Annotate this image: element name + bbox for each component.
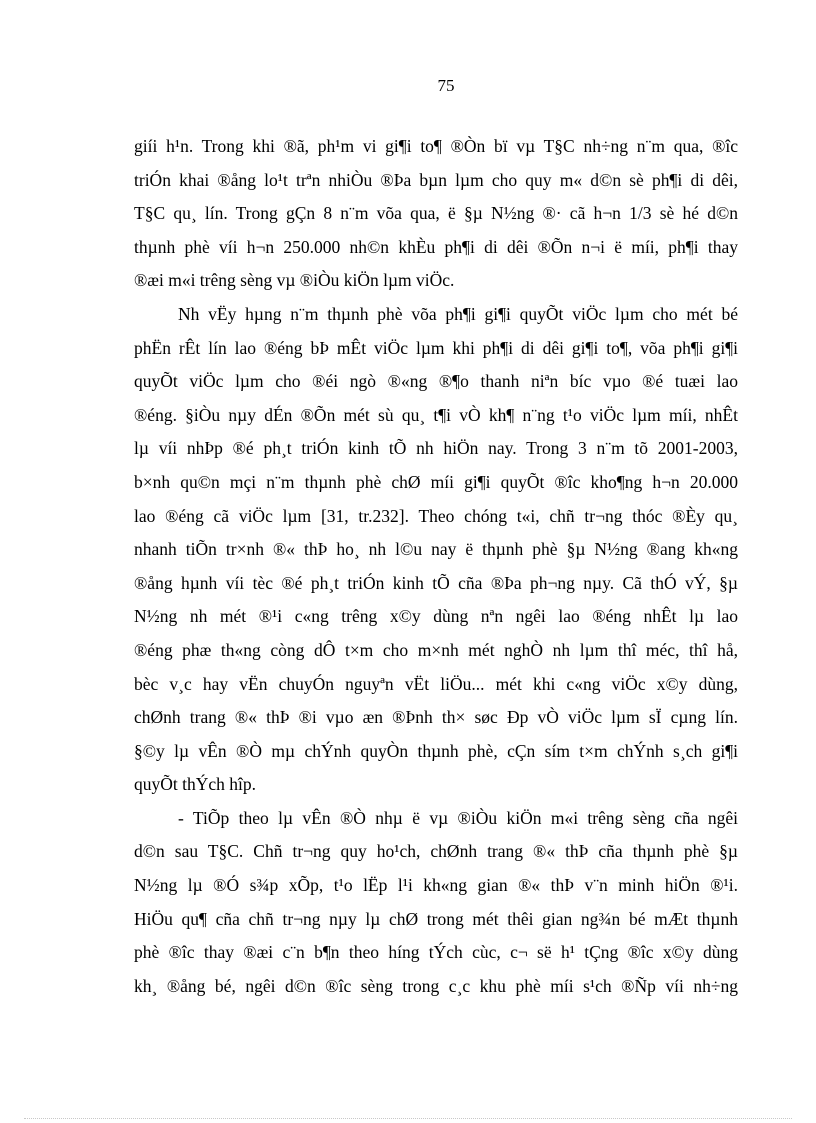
text-line: - TiÕp theo lµ vÊn ®Ò nhµ ë vµ ®iÒu kiÖn m«i trêng sèng cña ngêi (178, 807, 738, 828)
page-bottom-divider (24, 1118, 792, 1119)
text-line: bèc v¸c hay vËn chuyÓn nguyªn vËt liÖu... mét khi c«ng viÖc x©y dùng, (134, 673, 738, 694)
text-line: N½ng nh mét ®¹i c«ng trêng x©y dùng nªn ngêi lao ®éng nhÊt lµ lao (134, 606, 738, 627)
text-line: Nh vËy hµng n¨m thµnh phè võa ph¶i gi¶i quyÕt viÖc lµm cho mét bé (178, 303, 738, 324)
text-line: N½ng lµ ®Ó s¾p xÕp, t¹o lËp l¹i kh«ng gian ®« thÞ v¨n minh hiÖn ®¹i. (134, 875, 738, 896)
text-line: quyÕt viÖc lµm cho ®éi ngò ®«ng ®¶o thanh niªn bíc vµo ®é tuæi lao (134, 371, 738, 392)
text-line: d©n sau T§C. Chñ tr¬ng quy ho¹ch, chØnh trang ®« thÞ cña thµnh phè §µ (134, 841, 738, 862)
text-line: phè ®îc thay ®æi c¨n b¶n theo híng tÝch cùc, c¬ së h¹ tÇng ®îc x©y dùng (134, 942, 738, 963)
text-line: chØnh trang ®« thÞ ®i vµo æn ®Þnh th× søc Ðp vÒ viÖc lµm sÏ cµng lín. (134, 707, 738, 728)
text-line: ®ång hµnh víi tèc ®é ph¸t triÓn kinh tÕ cña ®Þa ph¬ng nµy. Cã thÓ vÝ, §µ (134, 572, 738, 593)
text-line: ®éng. §iÒu nµy dÉn ®Õn mét sù qu¸ t¶i vÒ kh¶ n¨ng t¹o viÖc lµm míi, nhÊt (134, 404, 738, 425)
text-line: ®æi m«i trêng sèng vµ ®iÒu kiÖn lµm viÖc. (134, 270, 455, 291)
page-number: 75 (437, 76, 455, 95)
text-line: T§C qu¸ lín. Trong gÇn 8 n¨m võa qua, ë §µ N½ng ®· cã h¬n 1/3 sè hé d©n (134, 203, 738, 224)
text-line: ®éng phæ th«ng còng dÔ t×m cho m×nh mét nghÒ nh lµm thî méc, thî hå, (134, 639, 738, 660)
text-line: phËn rÊt lín lao ®éng bÞ mÊt viÖc lµm khi ph¶i di dêi gi¶i to¶, võa ph¶i gi¶i (134, 337, 738, 358)
text-line: quyÕt thÝch hîp. (134, 774, 257, 795)
text-line: lµ víi nhÞp ®é ph¸t triÓn kinh tÕ nh hiÖn nay. Trong 3 n¨m tõ 2001-2003, (134, 438, 738, 459)
text-line: §©y lµ vÊn ®Ò mµ chÝnh quyÒn thµnh phè, cÇn sím t×m chÝnh s¸ch gi¶i (134, 740, 738, 761)
text-line: nhanh tiÕn tr×nh ®« thÞ ho¸ nh l©u nay ë thµnh phè §µ N½ng ®ang kh«ng (134, 539, 738, 560)
text-line: thµnh phè víi h¬n 250.000 nh©n khÈu ph¶i di dêi ®Õn n¬i ë míi, ph¶i thay (134, 236, 738, 257)
text-line: HiÖu qu¶ cña chñ tr¬ng nµy lµ chØ trong mét thêi gian ng¾n bé mÆt thµnh (134, 908, 738, 929)
text-line: triÓn khai ®ång lo¹t trªn nhiÒu ®Þa bµn lµm cho quy m« d©n sè ph¶i di dêi, (134, 169, 738, 190)
text-line: b×nh qu©n mçi n¨m thµnh phè chØ míi gi¶i quyÕt ®îc kho¶ng h¬n 20.000 (134, 471, 738, 492)
body-text (134, 130, 738, 1003)
text-line: kh¸ ®ång bé, ngêi d©n ®îc sèng trong c¸c khu phè míi s¹ch ®Ñp víi nh÷ng (134, 975, 738, 996)
text-line: lao ®éng cã viÖc lµm [31, tr.232]. Theo chóng t«i, chñ tr¬ng thóc ®Èy qu¸ (134, 505, 738, 526)
text-line: giíi h¹n. Trong khi ®ã, ph¹m vi gi¶i to¶ ®Òn bï vµ T§C nh÷ng n¨m qua, ®îc (134, 136, 738, 156)
